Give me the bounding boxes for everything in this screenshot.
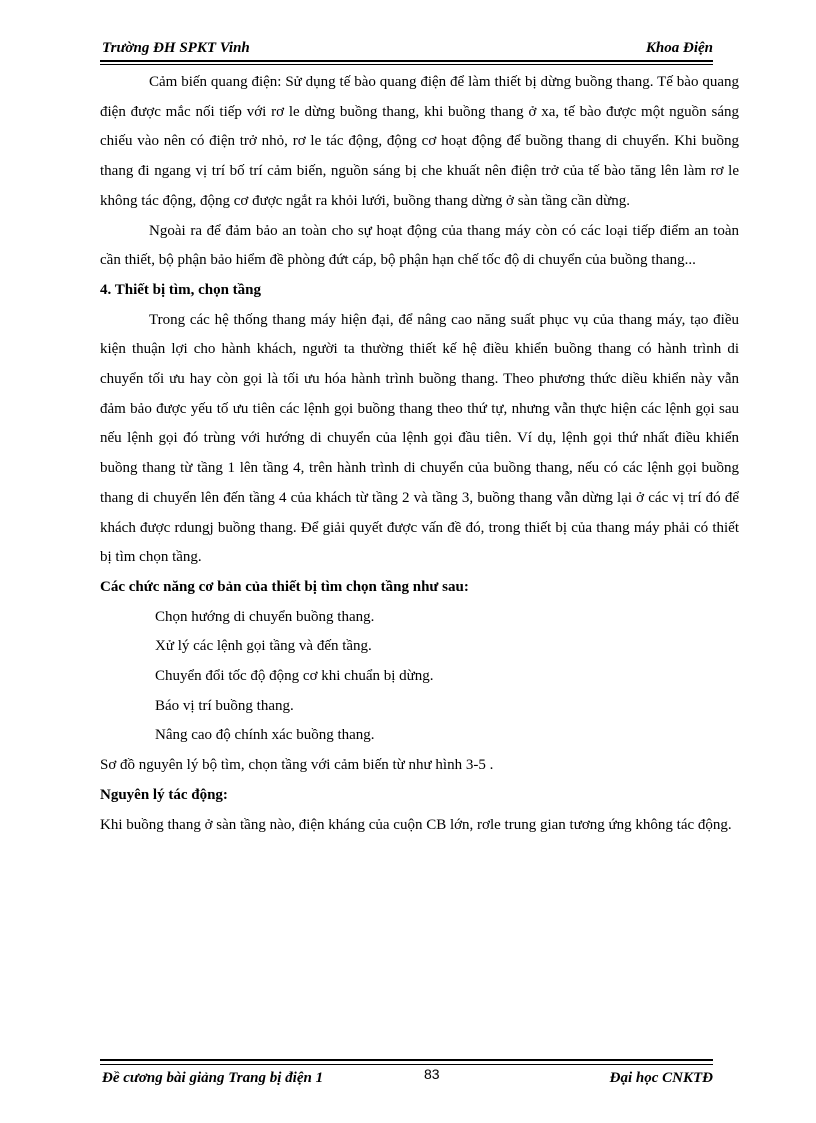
page-footer [100,1066,713,1090]
page-body [100,68,739,840]
footer-rule-thin [100,1064,713,1065]
header-rule-thin [100,64,713,65]
page-number: 83 [424,1066,440,1082]
header-rule [100,60,713,62]
list-item: Báo vị trí buồng thang. [155,697,294,714]
footer-rule [100,1059,713,1061]
footer-course-title: Đề cương bài giảng Trang bị điện 1 [102,1070,324,1086]
page-header [100,38,713,60]
header-school: Trường ĐH SPKT Vinh [102,40,250,56]
list-item: Chọn hướng di chuyển buồng thang. [155,608,375,625]
list-item: Nâng cao độ chính xác buồng thang. [155,727,375,744]
footer-university: Đại học CNKTĐ [609,1070,713,1086]
list-item: Xử lý các lệnh gọi tầng và đến tầng. [155,638,372,655]
operating-principle-heading: Nguyên lý tác động: [100,786,228,803]
header-department: Khoa Điện [645,40,713,56]
list-item: Chuyển đổi tốc độ động cơ khi chuẩn bị dừng. [155,668,434,685]
paragraph-operating-principle: Khi buồng thang ở sàn tầng nào, điện kháng của cuộn CB lớn, rơle trung gian tương ứng không tác động. [100,816,732,833]
functions-heading: Các chức năng cơ bản của thiết bị tìm chọn tầng như sau: [100,578,469,595]
paragraph-diagram-reference: Sơ đồ nguyên lý bộ tìm, chọn tầng với cảm biến từ như hình 3-5 . [100,757,494,774]
paragraph-safety: Ngoài ra để đảm bảo an toàn cho sự hoạt động của thang máy còn có các loại tiếp điểm an toàn cần thiết, bộ phận bảo hiểm đề phòng đứt cáp, bộ phận hạn chế tốc độ di chuyển của buồng thang... [100,222,739,269]
paragraph-photoelectric-sensor: Cảm biến quang điện: Sử dụng tế bào quang điện để làm thiết bị dừng buồng thang. Tế bào quang điện được mắc nối tiếp với rơ le dừng buồng thang, khi buồng thang ở xa, tế bào được một nguồn sáng chiếu vào nên có điện trở nhỏ, rơ le tác động, động cơ hoạt động để buồng thang di chuyển. Khi buồng thang đi ngang vị trí bố trí cảm biến, nguồn sáng bị che khuất nên điện trở của tế bào tăng lên làm rơ le không tác động, động cơ được ngắt ra khỏi lưới, buồng thang dừng ở sàn tầng cần dừng. [100,74,739,209]
paragraph-floor-selector: Trong các hệ thống thang máy hiện đại, để nâng cao năng suất phục vụ của thang máy, tạo điều kiện thuận lợi cho hành khách, người ta thường thiết kế hệ điều khiển buồng thang có hành trình di chuyển tối ưu hay còn gọi là tối ưu hóa hành trình buồng thang. Theo phương thức diều khiển này vẫn đảm bảo được yếu tố ưu tiên các lệnh gọi buồng thang theo thứ tự, nhưng vẫn thực hiện các lệnh gọi sau nếu lệnh gọi đó trùng với hướng di chuyển của lệnh gọi đầu tiên. Ví dụ, lệnh gọi thứ nhất điều khiển buồng thang từ tầng 1 lên tầng 4, trên hành trình di chuyển của buồng thang, nếu có các lệnh gọi buồng thang di chuyển lên đến tầng 4 của khách từ tầng 2 và tầng 3, buồng thang vẫn dừng lại ở các vị trí đó để khách được rdungj buồng thang. Để giải quyết được vấn đề đó, trong thiết bị của thang máy phải có thiết bị tìm chọn tầng. [100,311,739,566]
section-heading-floor-selector: 4. Thiết bị tìm, chọn tầng [100,281,261,298]
